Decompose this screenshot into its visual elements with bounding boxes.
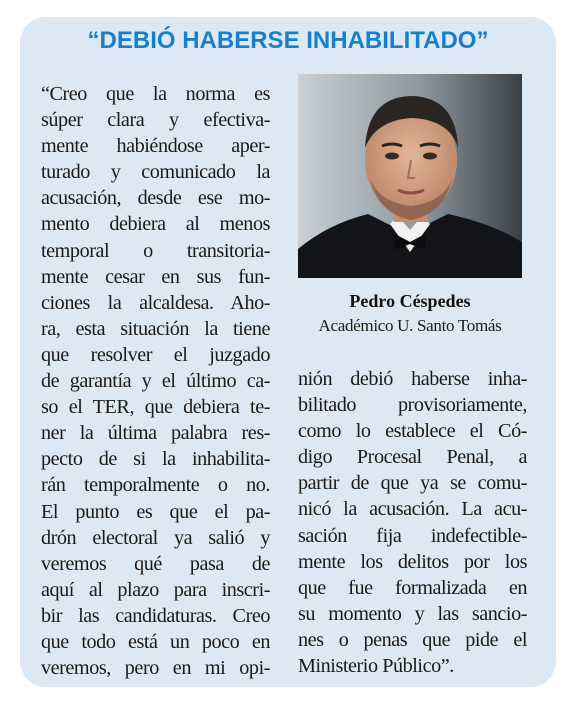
quote-line: ner la última palabra res-: [41, 422, 270, 445]
quote-line: drón electoral ya salió y: [41, 526, 270, 549]
portrait-illustration: [298, 74, 522, 278]
quote-line: súper clara y efectiva-: [41, 109, 270, 132]
quote-line: veremos qué pasa de: [41, 552, 270, 575]
quote-line: aquí al plazo para inscri-: [41, 578, 270, 601]
quote-line: “Creo que la norma es: [41, 83, 270, 105]
quote-line: nicó la acusación. La acu-: [298, 498, 527, 521]
quote-line: nión debió haberse inha-: [298, 368, 527, 390]
quote-line: Ministerio Público”.: [298, 655, 454, 678]
portrait-photo: [298, 74, 522, 278]
quote-line: de garantía y el último ca-: [41, 370, 270, 393]
quote-column-right: [298, 366, 527, 679]
quote-line: veremos, pero en mi opi-: [41, 657, 270, 680]
quote-line: mente cesar en sus fun-: [41, 265, 270, 288]
quote-line: acusación, desde ese mo-: [41, 187, 270, 210]
quote-line: ciones la alcaldesa. Aho-: [41, 291, 270, 314]
quote-line: su momento y las sancio-: [298, 602, 527, 625]
quote-line: ra, esta situación la tiene: [41, 317, 270, 340]
quote-line: sación fija indefectible-: [298, 524, 527, 547]
headline: “DEBIÓ HABERSE INHABILITADO”: [87, 27, 489, 54]
quote-line: bilitado provisoriamente,: [298, 394, 527, 417]
caption-name: Pedro Céspedes: [349, 291, 471, 311]
quote-line: que fue formalizada en: [298, 576, 527, 599]
quote-line: temporal o transitoria-: [41, 239, 270, 262]
quote-line: como lo establece el Có-: [298, 420, 527, 443]
quote-line: digo Procesal Penal, a: [298, 446, 527, 469]
caption-role: Académico U. Santo Tomás: [318, 316, 502, 335]
quote-line: mente los delitos por los: [298, 550, 527, 573]
quote-line: mento debiera al menos: [41, 213, 270, 236]
quote-line: so el TER, que debiera te-: [41, 396, 270, 419]
quote-line: bir las candidaturas. Creo: [41, 604, 270, 627]
quote-column-left: [41, 81, 270, 681]
quote-line: pecto de si la inhabilita-: [41, 448, 270, 471]
quote-line: mente habiéndose aper-: [41, 135, 270, 158]
quote-line: partir de que ya se comu-: [298, 472, 527, 495]
quote-line: que resolver el juzgado: [41, 343, 270, 366]
quote-line: nes o penas que pide el: [298, 628, 527, 651]
quote-line: rán temporalmente o no.: [41, 474, 270, 497]
quote-line: que todo está un poco en: [41, 630, 270, 653]
quote-line: turado y comunicado la: [41, 161, 270, 184]
quote-line: El punto es que el pa-: [41, 500, 270, 523]
